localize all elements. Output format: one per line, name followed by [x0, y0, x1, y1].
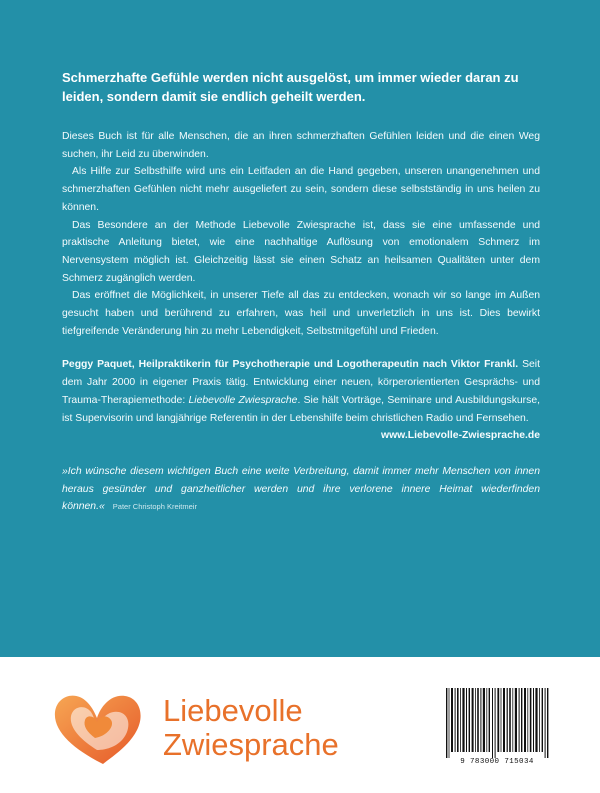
heart-swirl-icon [45, 684, 155, 774]
author-bio-text-1: Seit dem Jahr 2000 in eigener Praxis tätig. Entwicklung einer neuen, körperorientierten Gesprächs- und Trauma-Therapiemethode: [62, 359, 540, 406]
barcode-number: 9 783000 715034 [460, 758, 534, 766]
logo-wordmark [163, 694, 339, 762]
website-url: www.Liebevolle-Zwiesprache.de [381, 430, 540, 442]
author-bio [62, 356, 540, 427]
publisher-logo [45, 684, 345, 774]
method-name: Liebevolle Zwiesprache [188, 394, 298, 406]
quote-author: Pater Christoph Kreitmeir [112, 502, 197, 512]
paragraph-possibility: Das eröffnet die Möglichkeit, in unserer Tiefe all das zu entdecken, wonach wir so lange im Außen gesucht haben und berührend zu erfahren, was heil und unverletzlich in uns ist. Dies bewirkt tiefgreifende Veränderung hin zu mehr Lebendigkeit, Selbstmitgefühl und Frieden. [62, 290, 540, 337]
testimonial-quote [62, 463, 540, 516]
logo-line-2: Zwiesprache [163, 727, 339, 762]
author-bio-text-2: . Sie hält Vorträge, Seminare und Ausbildungskurse, ist Supervisorin und langjährige Referentin in der Lebenshilfe beim christlichen Radio und Fernsehen. [62, 394, 540, 424]
paragraph-intro: Dieses Buch ist für alle Menschen, die an ihren schmerzhaften Gefühlen leiden und die einen Weg suchen, ihr Leid zu überwinden. [62, 131, 540, 160]
quote-text: »Ich wünsche diesem wichtigen Buch eine weite Verbreitung, damit immer mehr Menschen von innen heraus gesünder und ganzheitlicher werden und ihre verlorene innere Heimat wiederfinden können.« [62, 465, 540, 513]
author-name: Peggy Paquet, Heilpraktikerin für Psychotherapie und Logotherapeutin nach Viktor Frankl. [62, 359, 519, 371]
barcode [444, 688, 550, 758]
headline: Schmerzhafte Gefühle werden nicht ausgelöst, um immer wieder daran zu leiden, sondern damit sie endlich geheilt werden. [62, 70, 519, 104]
paragraph-method: Das Besondere an der Methode Liebevolle Zwiesprache ist, dass sie eine umfassende und praktische Anleitung bietet, wie eine nachhaltige Auflösung von emotionalem Schmerz im Nervensystem möglich ist. Gleichzeitig lässt sie einen Schatz an heilsamen Qualitäten unter dem Schmerz zugänglich werden. [62, 219, 540, 284]
back-cover-text [62, 68, 540, 526]
logo-line-1: Liebevolle [163, 693, 303, 728]
paragraph-self-help: Als Hilfe zur Selbsthilfe wird uns ein Leitfaden an die Hand gegeben, unseren unangenehmen und schmerzhaften Gefühlen nicht mehr ausgeliefert zu sein, sondern diese selbstständig in uns heilen zu können. [62, 166, 540, 213]
